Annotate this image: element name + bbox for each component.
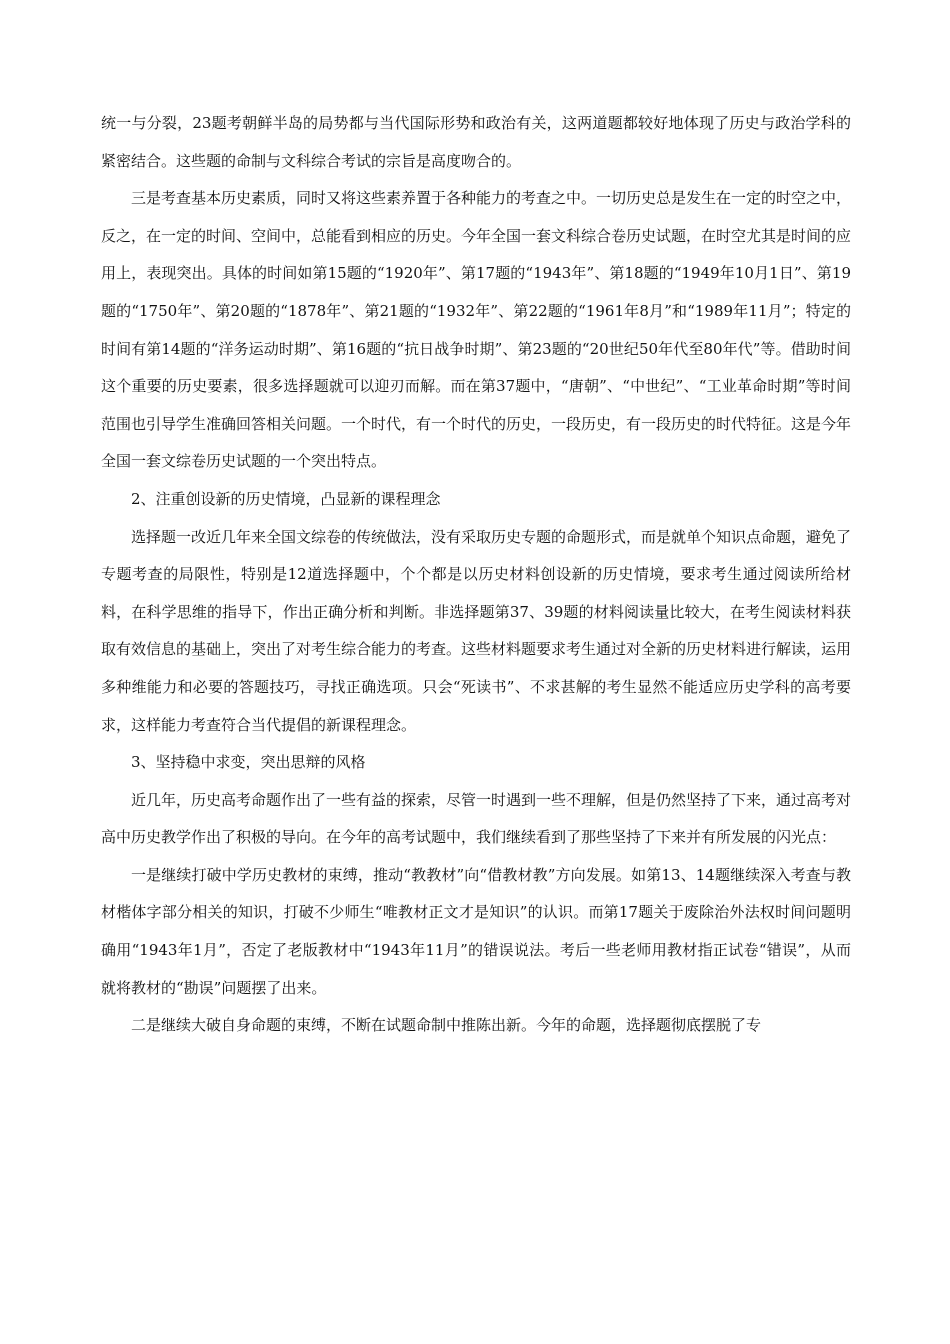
paragraph-6: 二是继续大破自身命题的束缚，不断在试题命制中推陈出新。今年的命题，选择题彻底摆脱了专: [131, 1016, 762, 1035]
paragraph-2: 三是考查基本历史素质，同时又将这些素养置于各种能力的考查之中。一切历史总是发生在一定的时空之中，反之，在一定的时间、空间中，总能看到相应的历史。今年全国一套文科综合卷历史试题，在时空尤其是时间的应用上，表现突出。具体的时间如第15题的“1920年”、第17题的“1943年”、第18题的“1949年10月1日”、第19题的“1750年”、第20题的“1878年”、第21题的“1932年”、第22题的“1961年8月”和“1989年11月”；特定的时间有第14题的“洋务运动时期”、第16题的“抗日战争时期”、第23题的“20世纪50年代至80年代”等。借助时间这个重要的历史要素，很多选择题就可以迎刃而解。而在第37题中，“唐朝”、“中世纪”、“工业革命时期”等时间范围也引导学生准确回答相关问题。一个时代，有一个时代的历史，一段历史，有一段历史的时代特征。这是今年全国一套文综卷历史试题的一个突出特点。: [101, 189, 852, 471]
section-heading-3: 3、坚持稳中求变，突出思辩的风格: [131, 753, 366, 772]
paragraph-3: 选择题一改近几年来全国文综卷的传统做法，没有采取历史专题的命题形式，而是就单个知识点命题，避免了专题考查的局限性，特别是12道选择题中，个个都是以历史材料创设新的历史情境，要求考生通过阅读所给材料，在科学思维的指导下，作出正确分析和判断。非选择题第37、39题的材料阅读量比较大，在考生阅读材料获取有效信息的基础上，突出了对考生综合能力的考查。这些材料题要求考生通过对全新的历史材料进行解读，运用多种维能力和必要的答题技巧，寻找正确选项。只会“死读书”、不求甚解的考生显然不能适应历史学科的高考要求，这样能力考查符合当代提倡的新课程理念。: [101, 527, 852, 734]
section-heading-2: 2、注重创设新的历史情境，凸显新的课程理念: [131, 489, 441, 508]
paragraph-1: 统一与分裂，23题考朝鲜半岛的局势都与当代国际形势和政治有关，这两道题都较好地体现了历史与政治学科的紧密结合。这些题的命制与文科综合考试的宗旨是高度吻合的。: [101, 114, 851, 170]
document-body: [101, 105, 851, 1045]
paragraph-4: 近几年，历史高考命题作出了一些有益的探索，尽管一时遇到一些不理解，但是仍然坚持了下来，通过高考对高中历史教学作出了积极的导向。在今年的高考试题中，我们继续看到了那些坚持了下来并有所发展的闪光点：: [101, 790, 852, 847]
paragraph-5: 一是继续打破中学历史教材的束缚，推动“教教材”向“借教材教”方向发展。如第13、14题继续深入考查与教材楷体字部分相关的知识，打破不少师生“唯教材正文才是知识”的认识。而第17题关于废除治外法权时间问题明确用“1943年1月”，否定了老版教材中“1943年11月”的错误说法。考后一些老师用教材指正试卷“错误”，从而就将教材的“勘误”问题摆了出来。: [101, 865, 851, 997]
